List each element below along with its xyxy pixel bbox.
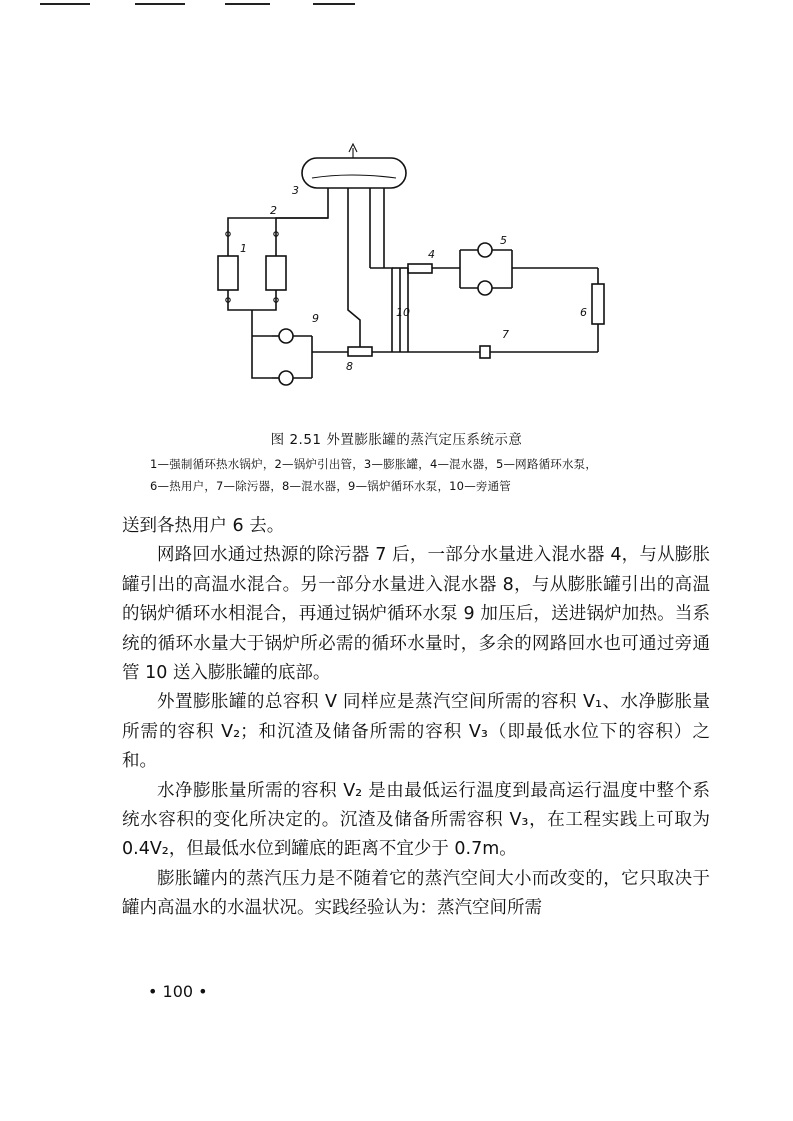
header-rule xyxy=(313,3,355,5)
steam-outlet-arrow xyxy=(349,144,357,158)
mixer-8 xyxy=(348,347,372,356)
paragraph: 膨胀罐内的蒸汽压力是不随着它的蒸汽空间大小而改变的，它只取决于罐内高温水的水温状况。实践经验认为：蒸汽空间所需 xyxy=(122,868,710,919)
header-rule xyxy=(225,3,270,5)
boiler-1b xyxy=(266,256,286,290)
paragraph: 水净膨胀量所需的容积 V₂ 是由最低运行温度到最高运行温度中整个系统水容积的变化所决定的。沉渣及储备所需容积 V₃，在工程实践上可取为 0.4V₂，但最低水位到罐底的距离不宜少于 0.7m。 xyxy=(122,780,710,860)
network-pump-5a xyxy=(478,243,492,257)
expansion-tank xyxy=(302,158,406,188)
mixer-4 xyxy=(408,264,432,273)
body-text xyxy=(122,512,710,924)
boiler-pump-9a xyxy=(279,329,293,343)
heat-user-6 xyxy=(592,284,604,324)
label-3: 3 xyxy=(292,184,299,197)
boiler-outlet-pipe-2 xyxy=(276,218,328,248)
figure-legend-line-1: 1—强制循环热水锅炉，2—锅炉引出管，3—膨胀罐，4—混水器，5—网路循环水泵， xyxy=(150,457,598,471)
figure-caption: 图 2.51 外置膨胀罐的蒸汽定压系统示意 xyxy=(270,432,523,448)
network-pump-5b xyxy=(478,281,492,295)
system-diagram xyxy=(200,138,620,400)
figure-legend-line-2: 6—热用户，7—除污器，8—混水器，9—锅炉循环水泵，10—旁通管 xyxy=(150,479,511,493)
paragraph: 外置膨胀罐的总容积 V 同样应是蒸汽空间所需的容积 V₁、水净膨胀量所需的容积 V₂；和沉渣及储备所需的容积 V₃（即最低水位下的容积）之和。 xyxy=(122,692,710,772)
label-1: 1 xyxy=(240,242,247,255)
label-7: 7 xyxy=(502,328,509,341)
label-8: 8 xyxy=(346,360,353,373)
boiler-pump-9b xyxy=(279,371,293,385)
header-rule xyxy=(40,3,90,5)
tank-water-level xyxy=(312,175,396,178)
label-6: 6 xyxy=(580,306,587,319)
label-4: 4 xyxy=(428,248,435,261)
page-number: • 100 • xyxy=(148,982,208,1001)
label-9: 9 xyxy=(312,312,319,325)
paragraph: 送到各热用户 6 去。 xyxy=(122,516,285,536)
label-2: 2 xyxy=(270,204,277,217)
label-10: 10 xyxy=(396,306,410,319)
boiler-return xyxy=(228,290,276,310)
strainer-7 xyxy=(480,346,490,358)
paragraph: 网路回水通过热源的除污器 7 后，一部分水量进入混水器 4，与从膨胀罐引出的高温水混合。另一部分水量进入混水器 8，与从膨胀罐引出的高温的锅炉循环水相混合，再通过锅炉循环水泵 9 加压后，送进锅炉加热。当系统的循环水量大于锅炉所必需的循环水量时，多余的网路回水也可通过旁通管 10 送入膨胀罐的底部。 xyxy=(122,545,710,684)
label-5: 5 xyxy=(500,234,507,247)
boiler-1a xyxy=(218,256,238,290)
header-rule xyxy=(135,3,185,5)
